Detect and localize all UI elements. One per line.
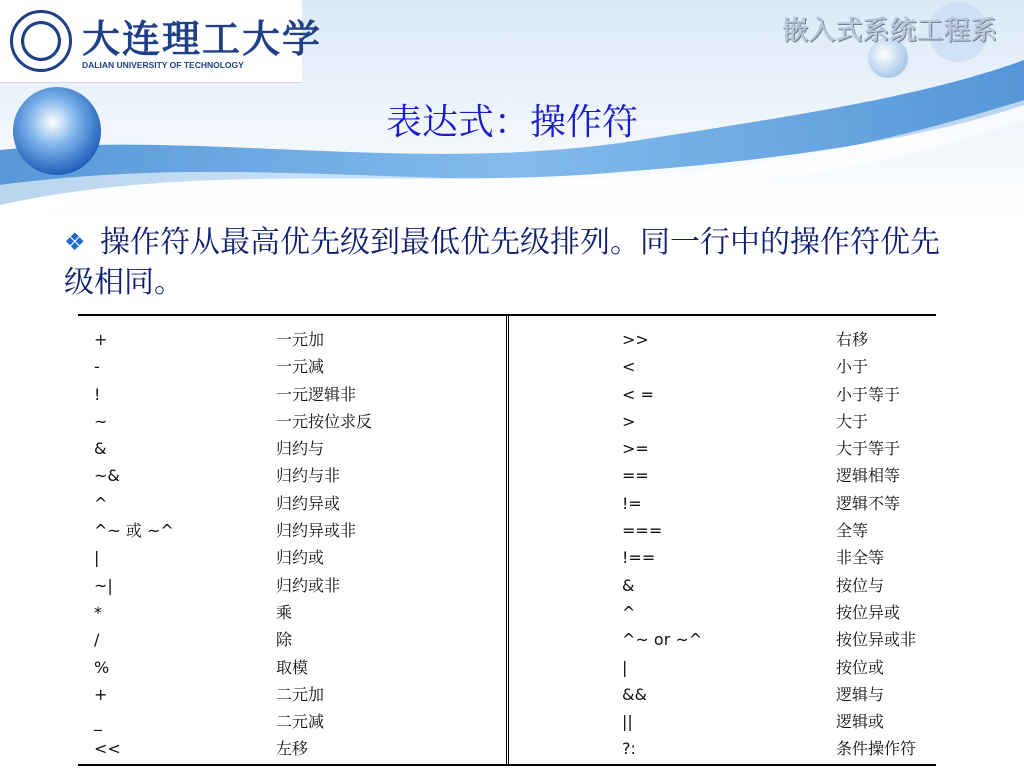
operator-symbol: + <box>94 330 108 349</box>
operator-symbol: & <box>622 575 635 595</box>
operator-symbol: ~& <box>94 466 120 486</box>
operator-description: 逻辑相等 <box>836 466 901 486</box>
university-logo <box>0 0 323 83</box>
operator-description: 归约异或非 <box>276 521 357 541</box>
left-operator-column <box>94 326 264 763</box>
operator-symbol: < <box>622 357 636 377</box>
right-operator-column <box>622 326 812 763</box>
university-seal-icon <box>10 10 72 72</box>
department-name: 嵌入式系统工程系 <box>781 16 998 46</box>
operator-description: 条件操作符 <box>836 739 917 759</box>
operator-symbol: ^ <box>622 602 636 622</box>
operator-description: 二元减 <box>276 712 325 732</box>
operator-symbol: >= <box>622 439 649 459</box>
operator-symbol: >> <box>622 330 649 349</box>
operator-description: 归约与非 <box>276 466 341 486</box>
operator-description: 乘 <box>276 602 293 622</box>
operator-description: 按位或 <box>836 657 885 677</box>
operator-description: 小于等于 <box>836 384 901 404</box>
operator-description: 一元减 <box>276 357 325 377</box>
operator-description: 左移 <box>276 739 309 759</box>
operator-symbol: + <box>94 684 108 704</box>
operator-description: 一元逻辑非 <box>276 384 357 404</box>
logo-english-name: DALIAN UNIVERSITY OF TECHNOLOGY <box>82 60 244 70</box>
operator-symbol: < = <box>622 384 654 404</box>
operator-symbol: ! <box>94 384 101 404</box>
operator-description: 按位异或非 <box>836 630 917 650</box>
operator-description: 归约或 <box>276 548 325 568</box>
operator-symbol: * <box>94 602 102 622</box>
operator-description: 逻辑或 <box>836 712 885 732</box>
operator-description: 逻辑与 <box>836 684 885 704</box>
operator-description: 除 <box>276 630 293 650</box>
operator-symbol: == <box>622 466 649 486</box>
operator-description: 按位异或 <box>836 602 901 622</box>
operator-symbol: === <box>622 521 663 541</box>
operator-description: 一元按位求反 <box>276 411 373 431</box>
operator-description: 一元加 <box>276 330 325 349</box>
slide-title: 表达式：操作符 <box>385 102 638 143</box>
operator-description: 按位与 <box>836 575 885 595</box>
operator-symbol: / <box>94 630 100 650</box>
operator-description: 归约或非 <box>276 575 341 595</box>
operator-symbol: | <box>622 657 628 677</box>
operator-description: 归约与 <box>276 439 325 459</box>
right-description-column <box>836 326 936 763</box>
bullet-point <box>64 222 964 303</box>
operator-description: 二元加 <box>276 684 325 704</box>
operator-symbol: && <box>622 684 647 704</box>
operator-symbol: & <box>94 439 107 459</box>
left-description-column <box>276 326 476 763</box>
operator-description: 右移 <box>836 330 869 349</box>
operator-description: 非全等 <box>836 548 885 568</box>
operator-symbol: - <box>94 357 100 377</box>
operator-symbol: !== <box>622 548 656 568</box>
operator-symbol: || <box>622 712 633 732</box>
operator-description: 取模 <box>276 657 309 677</box>
logo-chinese-name: 大连理工大学 <box>82 16 323 61</box>
operator-description: 小于 <box>836 357 869 377</box>
operator-description: 大于等于 <box>836 439 901 459</box>
operator-symbol: << <box>94 739 121 759</box>
bullet-text: 操作符从最高优先级到最低优先级排列。同一行中的操作符优先级相同。 <box>64 225 940 300</box>
table-column-divider <box>506 316 509 764</box>
operator-symbol: > <box>622 411 636 431</box>
operator-symbol: % <box>94 657 110 677</box>
operator-description: 归约异或 <box>276 493 341 513</box>
operator-description: 全等 <box>836 521 869 541</box>
operator-description: 大于 <box>836 411 869 431</box>
operator-symbol: != <box>622 493 642 513</box>
operator-description: 逻辑不等 <box>836 493 901 513</box>
operator-symbol: ^~ 或 ~^ <box>94 521 174 541</box>
operator-symbol: ^~ or ~^ <box>622 630 703 650</box>
operator-table <box>78 314 936 766</box>
operator-symbol: ?: <box>622 739 636 759</box>
diamond-bullet-icon: ❖ <box>64 228 86 256</box>
operator-symbol: ~ <box>94 411 108 431</box>
operator-symbol: ^ <box>94 493 108 513</box>
operator-symbol: _ <box>94 712 102 732</box>
operator-symbol: ~| <box>94 575 113 595</box>
operator-symbol: | <box>94 548 100 568</box>
